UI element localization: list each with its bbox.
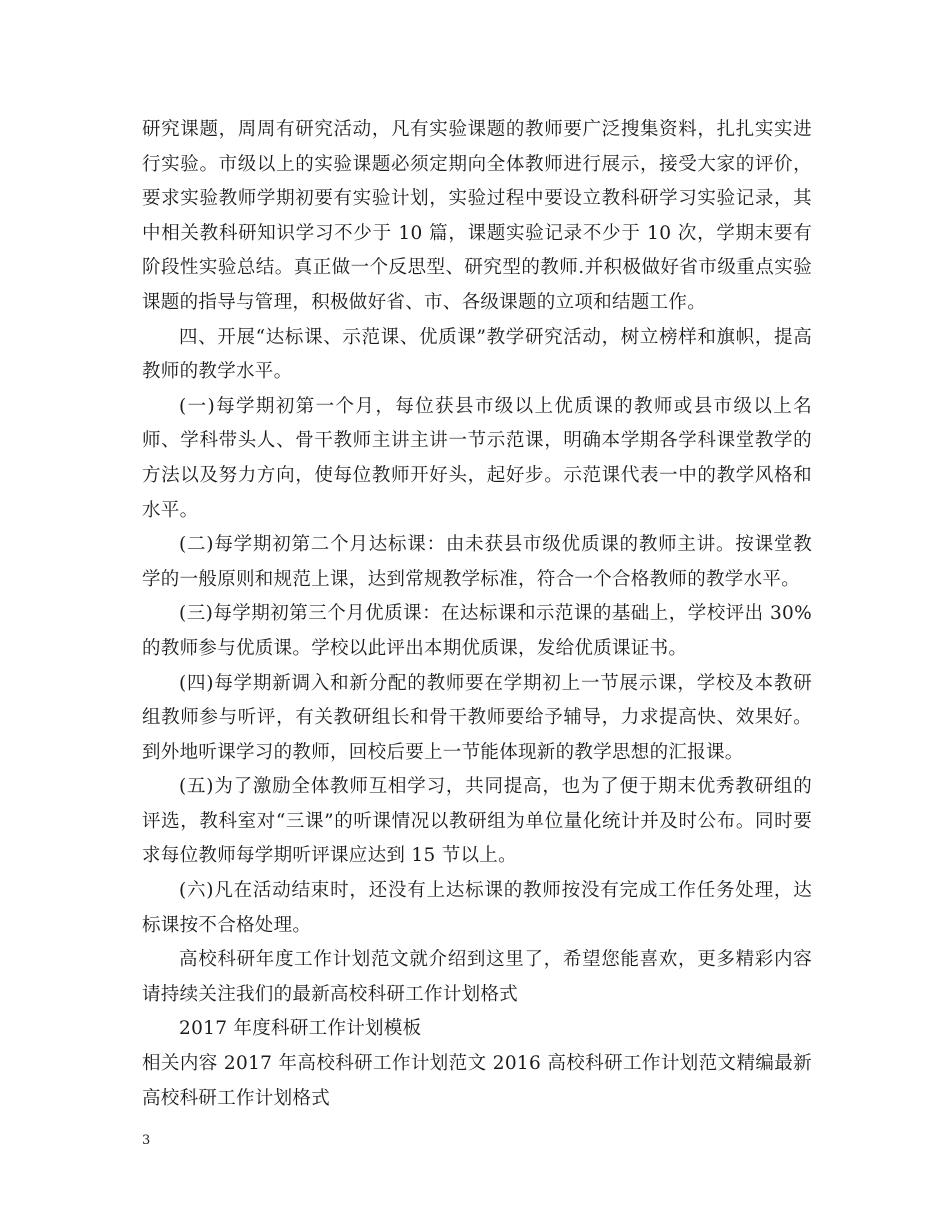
- paragraph-item-two: (二)每学期初第二个月达标课：由未获县市级优质课的教师主讲。按课堂教学的一般原则和规范上课，达到常规教学标准，符合一个合格教师的教学水平。: [142, 534, 812, 590]
- paragraph-related-content: 相关内容 2017 年高校科研工作计划范文 2016 高校科研工作计划范文精编最新高校科研工作计划格式: [142, 1053, 812, 1109]
- paragraph-item-six: (六)凡在活动结束时，还没有上达标课的教师按没有完成工作任务处理，达标课按不合格处理。: [142, 880, 812, 936]
- paragraph-item-one: (一)每学期初第一个月，每位获县市级以上优质课的教师或县市级以上名师、学科带头人、骨干教师主讲主讲一节示范课，明确本学期各学科课堂教学的方法以及努力方向，使每位教师开好头，起好步。示范课代表一中的教学风格和水平。: [142, 395, 812, 521]
- paragraph-item-four: (四)每学期新调入和新分配的教师要在学期初上一节展示课，学校及本教研组教师参与听评，有关教研组长和骨干教师要给予辅导，力求提高快、效果好。到外地听课学习的教师，回校后要上一节能体现新的教学思想的汇报课。: [142, 672, 812, 763]
- paragraph-item-five: (五)为了激励全体教师互相学习，共同提高，也为了便于期末优秀教研组的评选，教科室对“三课”的听课情况以教研组为单位量化统计并及时公布。同时要求每位教师每学期听评课应达到 15 节以上。: [142, 776, 812, 867]
- document-body: [142, 113, 812, 1116]
- paragraph-section-four-heading: 四、开展“达标课、示范课、优质课”教学研究活动，树立榜样和旗帜，提高教师的教学水平。: [142, 326, 812, 383]
- paragraph-research-topics: 研究课题，周周有研究活动，凡有实验课题的教师要广泛搜集资料，扎扎实实进行实验。市级以上的实验课题必须定期向全体教师进行展示，接受大家的评价，要求实验教师学期初要有实验计划，实验过程中要设立教科研学习实验记录，其中相关教科研知识学习不少于 10 篇，课题实验记录不少于 10 次，学期末要有阶段性实验总结。真正做一个反思型、研究型的教师.并积极做好省市级重点实验课题的指导与管理，积极做好省、市、各级课题的立项和结题工作。: [142, 119, 812, 313]
- paragraph-closing-note: 高校科研年度工作计划范文就介绍到这里了，希望您能喜欢，更多精彩内容请持续关注我们的最新高校科研工作计划格式: [142, 949, 812, 1005]
- paragraph-item-three: (三)每学期初第三个月优质课：在达标课和示范课的基础上，学校评出 30%的教师参与优质课。学校以此评出本期优质课，发给优质课证书。: [142, 603, 812, 659]
- page-number: 3: [142, 1133, 151, 1148]
- paragraph-template-title: 2017 年度科研工作计划模板: [179, 1018, 422, 1040]
